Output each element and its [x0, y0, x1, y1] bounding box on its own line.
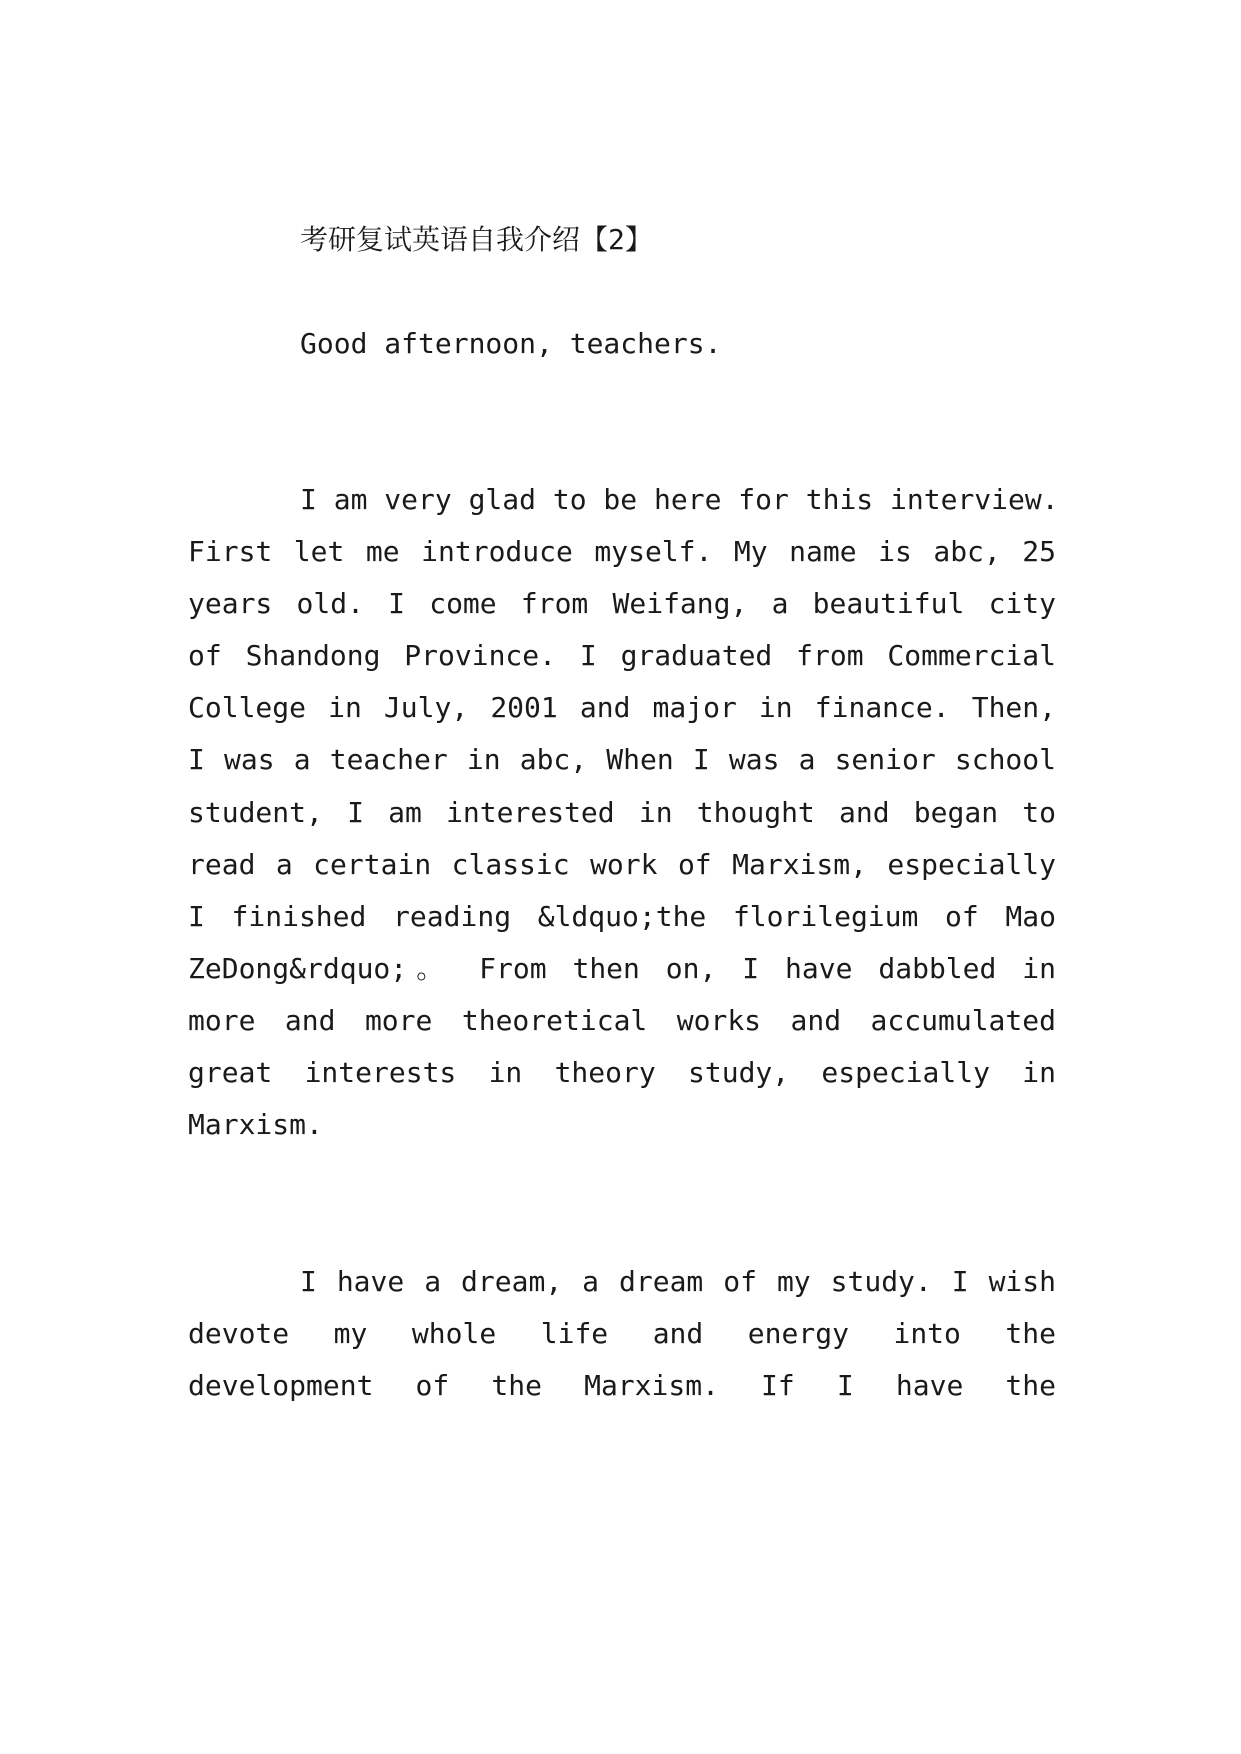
paragraph-line: more and more theoretical works and accumulated	[188, 1004, 1056, 1037]
paragraph-line: student, I am interested in thought and began to	[188, 796, 1056, 829]
paragraph-line: I was a teacher in abc, When I was a senior school	[188, 743, 1056, 776]
paragraph-line: read a certain classic work of Marxism, especially	[188, 848, 1056, 881]
paragraph-line: Marxism.	[188, 1108, 323, 1141]
document-title: 考研复试英语自我介绍【2】	[300, 223, 653, 256]
paragraph-line: ZeDong&rdquo;。 From then on, I have dabbled in	[188, 952, 1056, 985]
paragraph-line: development of the Marxism. If I have the	[188, 1369, 1056, 1402]
greeting-line: Good afternoon, teachers.	[300, 327, 722, 360]
paragraph-line: I have a dream, a dream of my study. I wish	[300, 1265, 1056, 1298]
paragraph-line: I am very glad to be here for this interview.	[300, 483, 1059, 516]
paragraph-line: great interests in theory study, especially in	[188, 1056, 1056, 1089]
paragraph-line: I finished reading &ldquo;the florilegium of Mao	[188, 900, 1056, 933]
paragraph-line: years old. I come from Weifang, a beautiful city	[188, 587, 1056, 620]
paragraph-line: First let me introduce myself. My name is abc, 25	[188, 535, 1056, 568]
paragraph-line: College in July, 2001 and major in finance. Then,	[188, 691, 1056, 724]
paragraph-line: of Shandong Province. I graduated from Commercial	[188, 639, 1056, 672]
paragraph-line: devote my whole life and energy into the	[188, 1317, 1056, 1350]
